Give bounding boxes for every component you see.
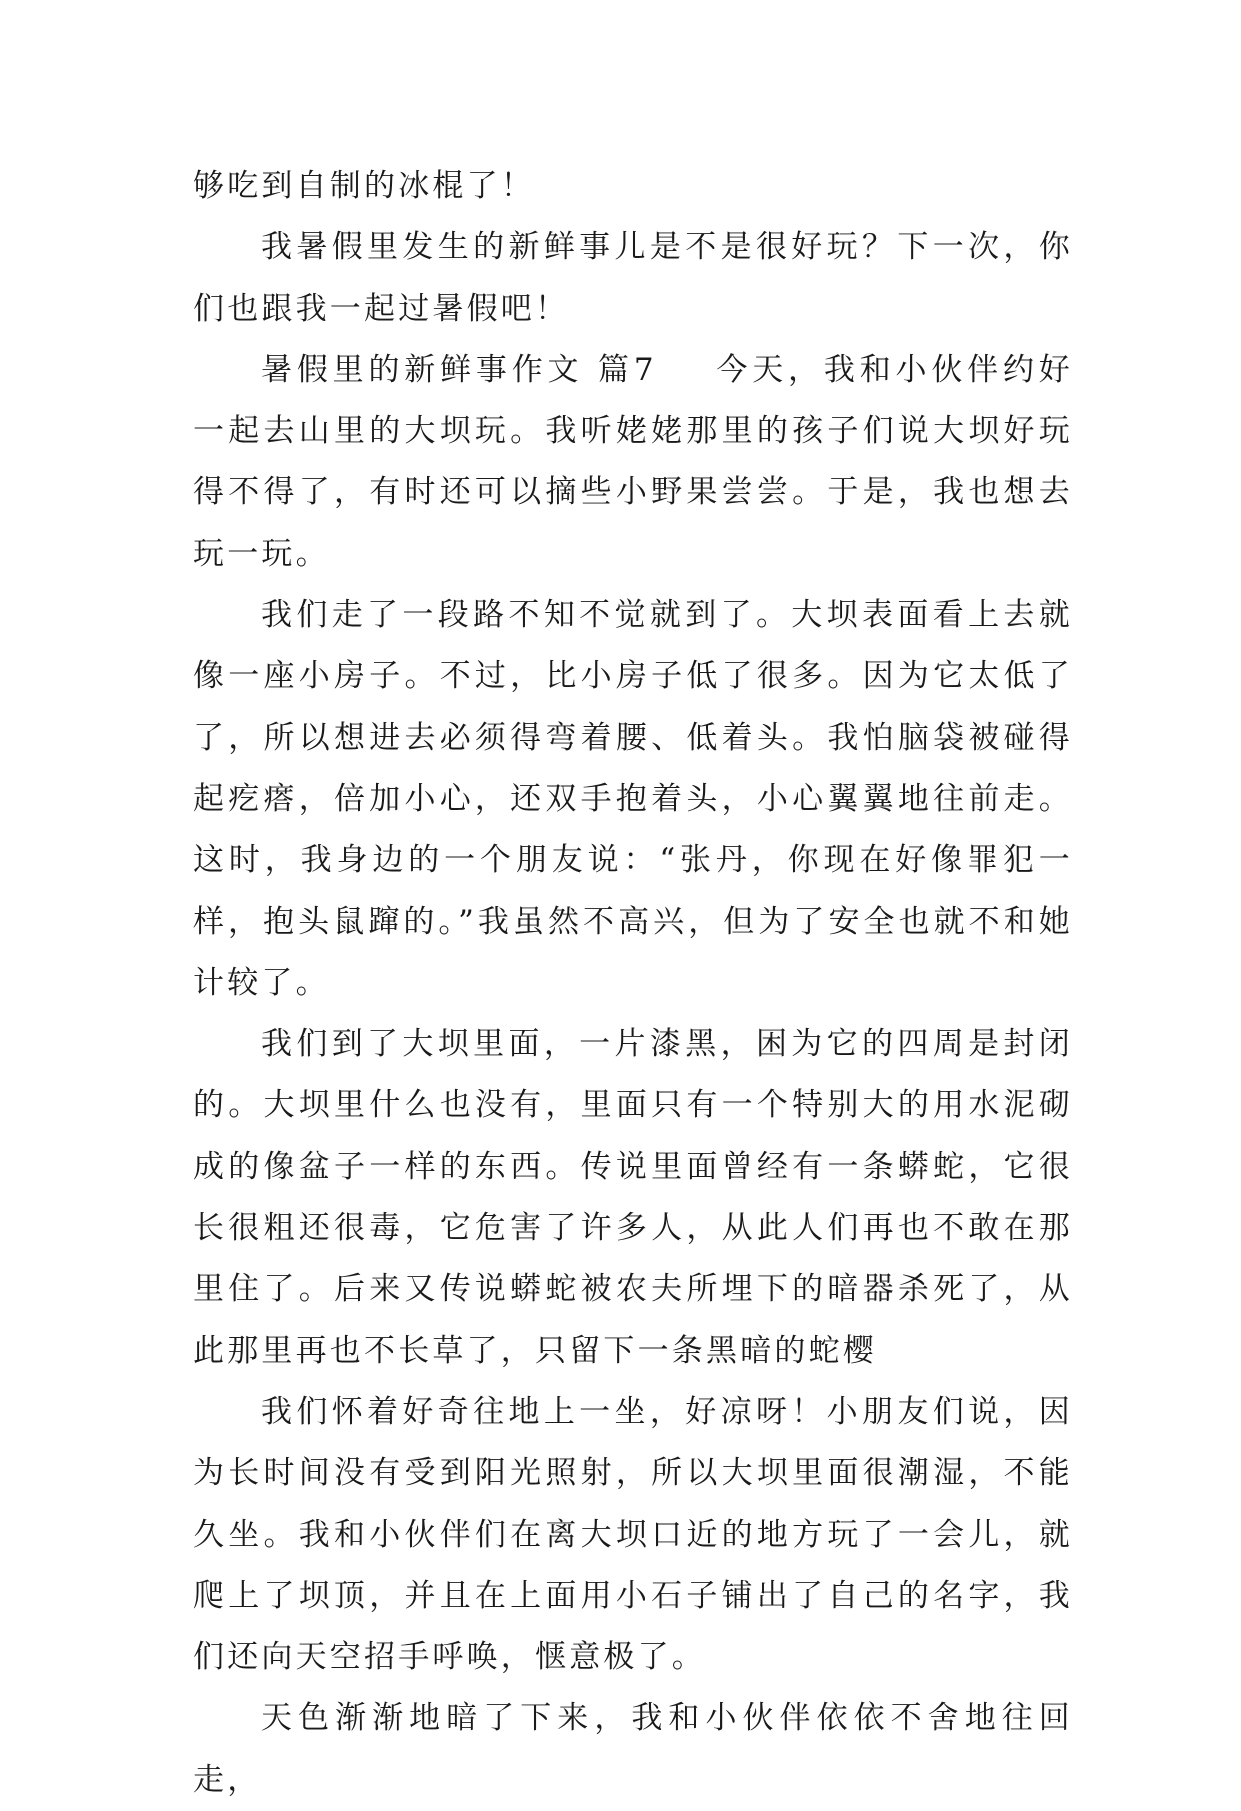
paragraph-text: 天色渐渐地暗了下来，我和小伙伴依依不舍地往回走， [193, 1700, 1073, 1798]
paragraph [193, 340, 1073, 585]
paragraph-text: 我们走了一段路不知不觉就到了。大坝表面看上去就像一座小房子。不过，比小房子低了很多。因为它太低了了，所以想进去必须得弯着腰、低着头。我怕脑袋被碰得起疙瘩，倍加小心，还双手抱着头，小心翼翼地往前走。这时，我身边的一个朋友说：“张丹，你现在好像罪犯一样，抱头鼠蹿的。”我虽然不高兴，但为了安全也就不和她计较了。 [193, 597, 1073, 1001]
paragraph-text: 我们怀着好奇往地上一坐，好凉呀！小朋友们说，因为长时间没有受到阳光照射，所以大坝里面很潮湿，不能久坐。我和小伙伴们在离大坝口近的地方玩了一会儿，就爬上了坝顶，并且在上面用小石子铺出了自己的名字，我们还向天空招手呼唤，惬意极了。 [193, 1393, 1073, 1676]
paragraph [193, 156, 1073, 217]
paragraph [193, 1688, 1073, 1811]
paragraph [193, 1014, 1073, 1382]
paragraph-text: 我暑假里发生的新鲜事儿是不是很好玩？下一次，你们也跟我一起过暑假吧！ [193, 229, 1073, 327]
paragraph [193, 585, 1073, 1014]
paragraph [193, 217, 1073, 340]
paragraph [193, 1382, 1073, 1688]
document-body [193, 156, 1073, 1811]
paragraph-text: 今天，我和小伙伴约好一起去山里的大坝玩。我听姥姥那里的孩子们说大坝好玩得不得了，有时还可以摘些小野果尝尝。于是，我也想去玩一玩。 [193, 351, 1073, 572]
paragraph-text: 我们到了大坝里面，一片漆黑，困为它的四周是封闭的。大坝里什么也没有，里面只有一个特别大的用水泥砌成的像盆子一样的东西。传说里面曾经有一条蟒蛇，它很长很粗还很毒，它危害了许多人，从此人们再也不敢在那里住了。后来又传说蟒蛇被农夫所埋下的暗器杀死了，从此那里再也不长草了，只留下一条黑暗的蛇樱 [193, 1026, 1073, 1369]
section-heading: 暑假里的新鲜事作文 篇7 [261, 351, 657, 388]
paragraph-text: 够吃到自制的冰棍了！ [193, 168, 535, 204]
